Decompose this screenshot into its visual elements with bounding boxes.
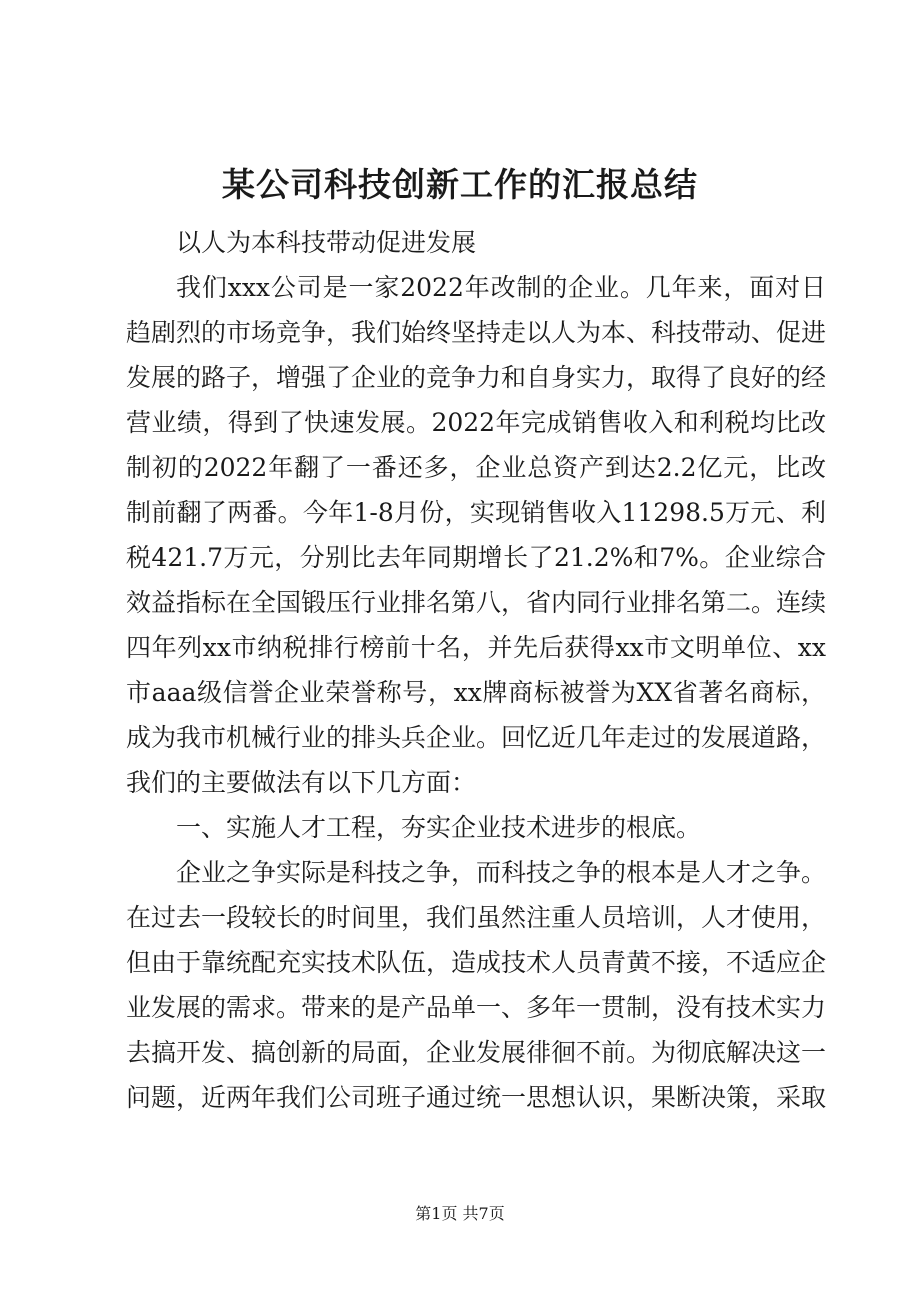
paragraph-intro: 我们xxx公司是一家2022年改制的企业。几年来，面对日趋剧烈的市场竞争，我们始终坚持走以人为本、科技带动、促进发展的路子，增强了企业的竞争力和自身实力，取得了良好的经营业绩，得到了快速发展。2022年完成销售收入和利税均比改制初的2022年翻了一番还多，企业总资产到达2.2亿元，比改制前翻了两番。今年1-8月份，实现销售收入11298.5万元、利税421.7万元，分别比去年同期增长了21.2%和7%。企业综合效益指标在全国锻压行业排名第八，省内同行业排名第二。连续四年列xx市纳税排行榜前十名，并先后获得xx市文明单位、xx市aaa级信誉企业荣誉称号，xx牌商标被誉为XX省著名商标，成为我市机械行业的排头兵企业。回忆近几年走过的发展道路，我们的主要做法有以下几方面： <box>126 273 827 797</box>
document-title: 某公司科技创新工作的汇报总结 <box>222 165 698 204</box>
page-footer: 第1页 共7页 <box>415 1204 505 1223</box>
paragraph-section-heading: 一、实施人才工程，夯实企业技术进步的根底。 <box>176 813 702 842</box>
paragraph-talent: 企业之争实际是科技之争，而科技之争的根本是人才之争。在过去一段较长的时间里，我们虽然注重人员培训，人才使用，但由于靠统配充实技术队伍，造成技术人员青黄不接，不适应企业发展的需求。带来的是产品单一、多年一贯制，没有技术实力去搞开发、搞创新的局面，企业发展徘徊不前。为彻底解决这一问题，近两年我们公司班子通过统一思想认识，果断决策，采取 <box>126 858 827 1112</box>
document-body <box>126 220 826 1120</box>
paragraph-subtitle: 以人为本科技带动促进发展 <box>176 228 477 257</box>
